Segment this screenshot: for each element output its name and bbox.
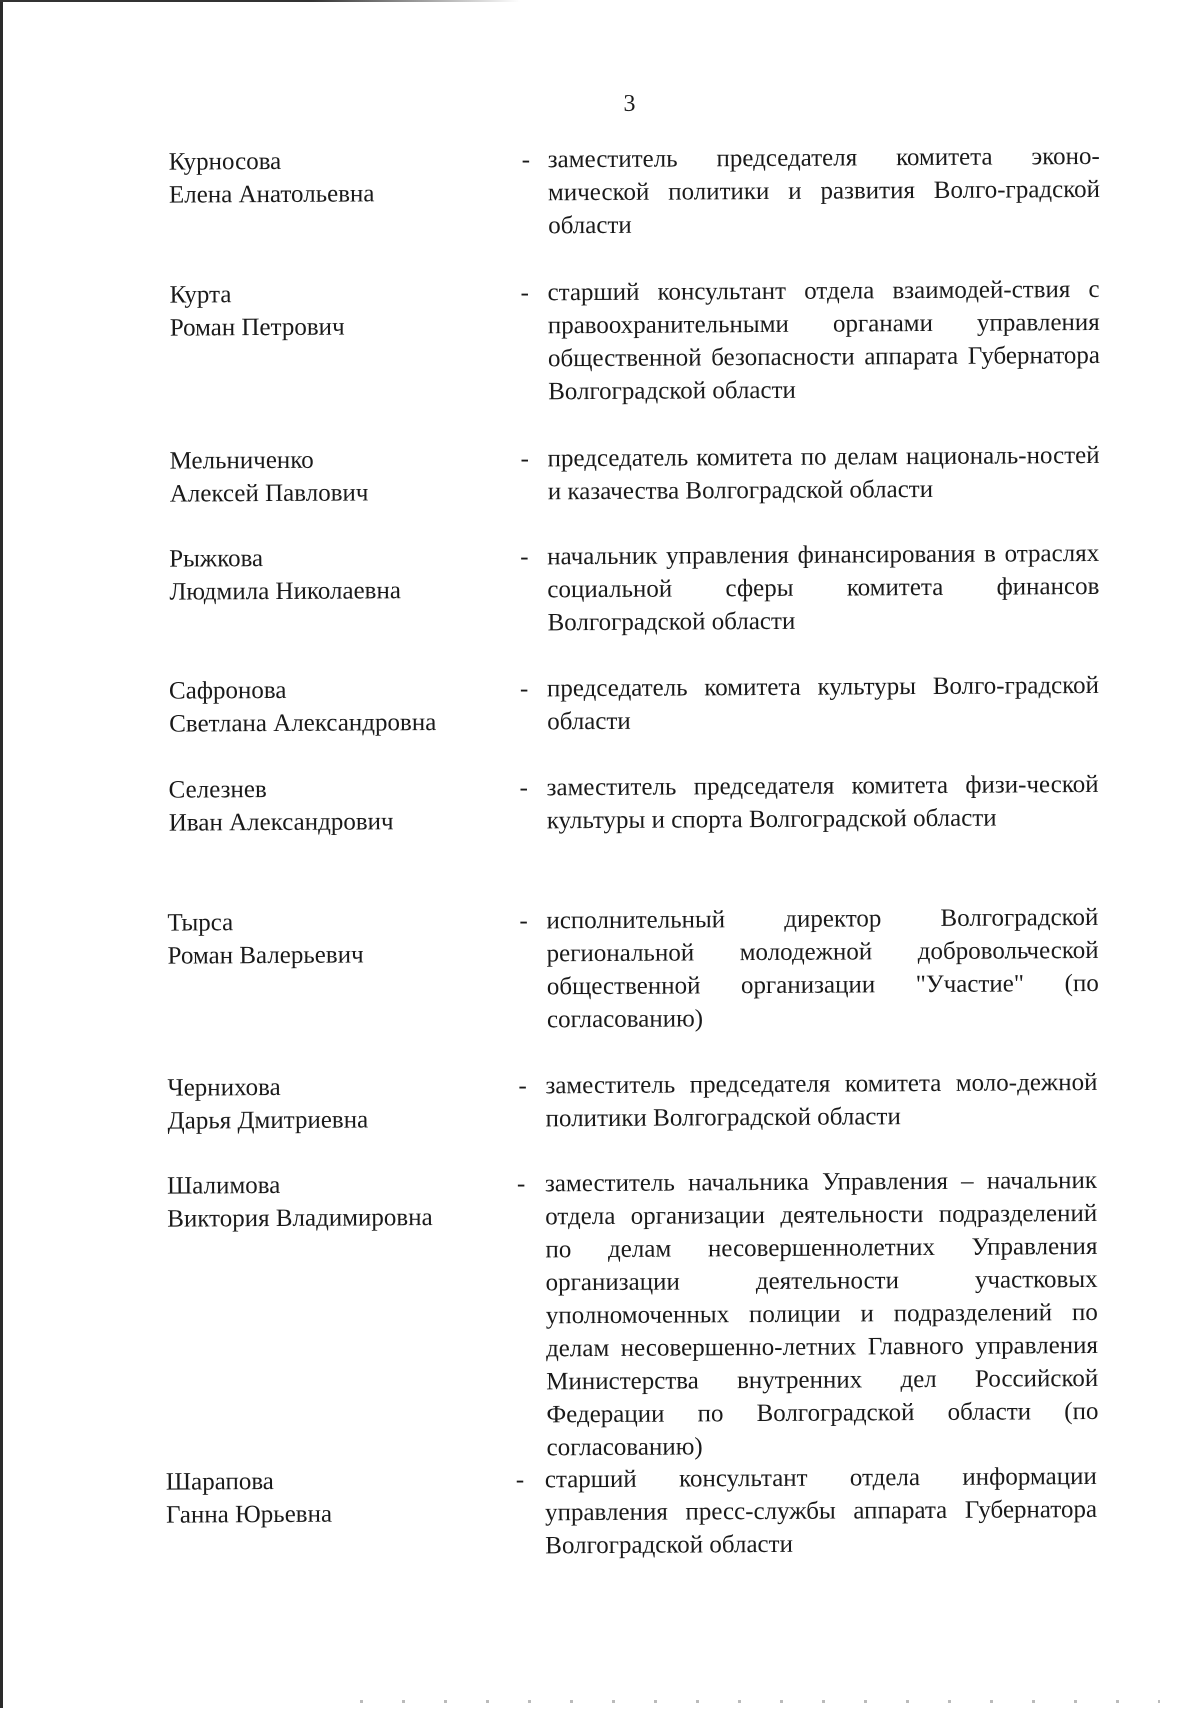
separator-dash: - [515, 1466, 525, 1494]
person-name [167, 1168, 507, 1236]
list-item [0, 272, 1196, 406]
person-name [167, 905, 507, 973]
scan-artifact-dots [360, 1700, 1160, 1703]
position-description: старший консультант отдела взаимодей-ствия с правоохранительными органами управления общественной безопасности аппарата Губернатора Волгоградской области [547, 275, 1101, 406]
position-description: исполнительный директор Волгоградской региональной молодежной добровольческой общественной организации "Участие" (по согласованию) [546, 903, 1099, 1034]
list-item [0, 900, 1200, 1034]
separator-dash: - [521, 146, 531, 174]
surname: Шарапова [165, 1468, 274, 1496]
person-name [169, 144, 509, 212]
separator-dash: - [518, 1072, 527, 1100]
separator-dash: - [520, 543, 529, 571]
given-names: Алексей Павлович [169, 479, 369, 508]
person-name [169, 772, 509, 840]
person-name [166, 1464, 506, 1532]
given-names: Роман Петрович [169, 313, 345, 342]
surname: Мельниченко [169, 446, 314, 475]
given-names: Ганна Юрьевна [165, 1500, 333, 1529]
position-description: заместитель председателя комитета моло-дежной политики Волгоградской области [545, 1068, 1098, 1133]
surname: Чернихова [167, 1073, 281, 1102]
position-description: заместитель председателя комитета физи-ческой культуры и спорта Волгоградской области [546, 770, 1099, 835]
person-name [169, 673, 509, 741]
surname: Тырса [167, 909, 234, 937]
surname: Курносова [168, 147, 282, 176]
list-item [1, 1065, 1200, 1135]
list-item [2, 1163, 1200, 1462]
given-names: Людмила Николаевна [169, 577, 402, 606]
position-description: начальник управления финансирования в отраслях социальной сферы комитета финансов Волгоградской области [547, 539, 1100, 637]
person-name [169, 443, 509, 511]
separator-dash: - [516, 1170, 526, 1198]
page-number: 3 [623, 90, 636, 117]
person-name [167, 1070, 507, 1138]
separator-dash: - [519, 907, 528, 935]
list-item [0, 668, 1199, 738]
list-item [0, 536, 1198, 637]
person-name [169, 277, 509, 345]
separator-dash: - [519, 675, 529, 703]
position-description: заместитель начальника Управления – начальник отдела организации деятельности подразделений по делам несовершеннолетних Управления организации деятельности участковых уполномоченных полиции и подразделений по делам несовершенно-летних Главного управления Министерства внутренних дел Российской Федерации по Волгоградской области (по согласованию) [544, 1166, 1099, 1462]
given-names: Светлана Александровна [169, 708, 437, 738]
separator-dash: - [520, 279, 529, 307]
position-description: председатель комитета культуры Волго-градской области [546, 671, 1100, 736]
list-item [0, 438, 1197, 508]
surname: Рыжкова [169, 545, 264, 573]
list-item [0, 767, 1199, 837]
surname: Курта [169, 281, 232, 309]
surname: Сафронова [168, 676, 287, 705]
given-names: Виктория Владимировна [167, 1204, 433, 1233]
surname: Шалимова [166, 1171, 281, 1200]
surname: Селезнев [168, 776, 267, 804]
position-description: заместитель председателя комитета эконо-мической политики и развития Волго-градской области [547, 142, 1101, 240]
given-names: Роман Валерьевич [167, 941, 364, 970]
position-description: старший консультант отдела информации управления пресс-службы аппарата Губернатора Волгоградской области [544, 1462, 1098, 1560]
position-description: председатель комитета по делам националь-ностей и казачества Волгоградской области [547, 441, 1100, 506]
separator-dash: - [519, 774, 529, 802]
list-item [0, 139, 1196, 240]
given-names: Иван Александрович [168, 808, 394, 837]
person-name [169, 541, 509, 609]
given-names: Елена Анатольевна [168, 180, 375, 209]
given-names: Дарья Дмитриевна [167, 1106, 369, 1135]
separator-dash: - [520, 445, 529, 473]
